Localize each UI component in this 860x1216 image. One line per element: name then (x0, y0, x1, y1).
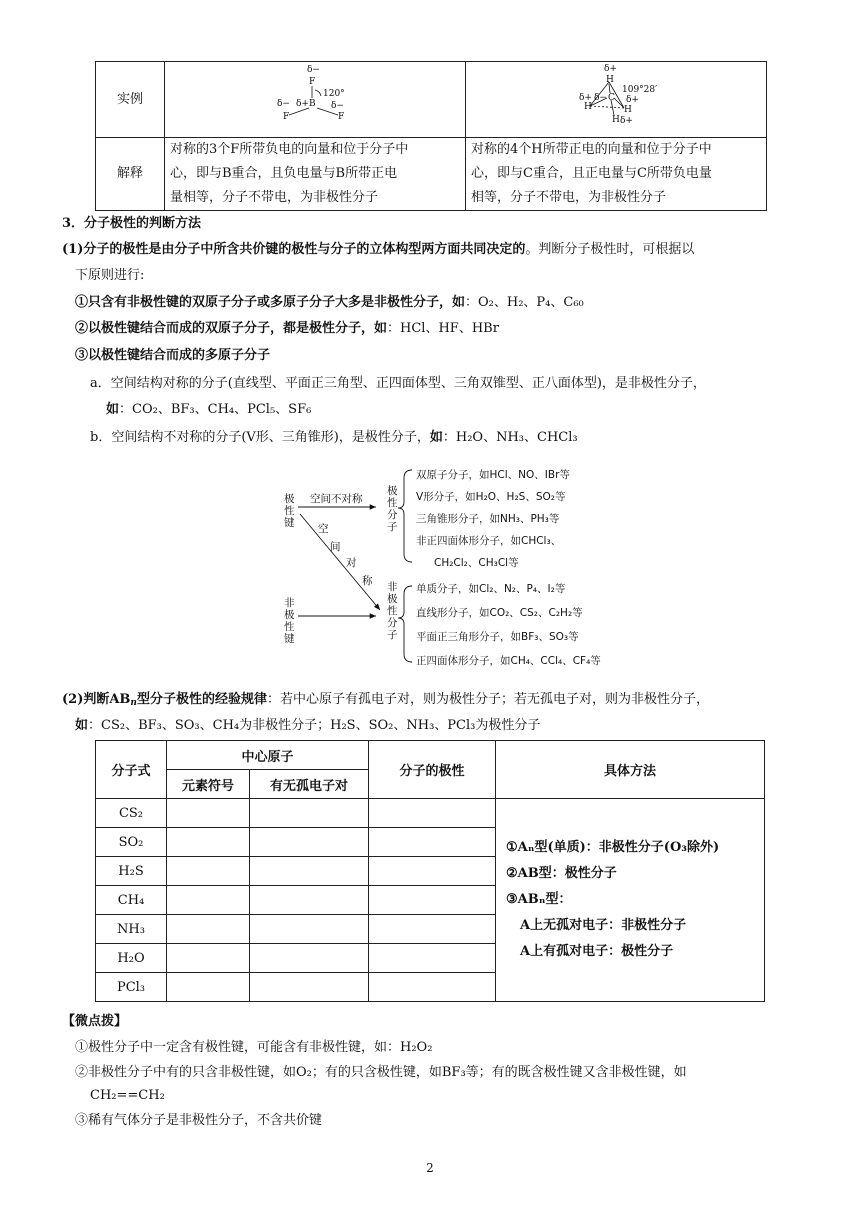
method-line: ②AB型：极性分子 (506, 866, 617, 881)
bf3-figure-cell (165, 62, 466, 138)
sym-char: 称 (362, 575, 373, 587)
formula-cell: H₂S (96, 857, 167, 886)
section-3-title: 3．分子极性的判断方法 (62, 216, 202, 231)
method-line: A上有孤对电子：极性分子 (520, 944, 674, 959)
formula-cell: CS₂ (96, 799, 167, 828)
row-label-example: 实例 (96, 62, 165, 138)
tip-2: ②非极性分子中有的只含非极性键，如O₂；有的只含极性键，如BF₃等；有的既含极性键又含非极性键，如 (75, 1065, 687, 1080)
method-line: ①Aₙ型(单质)：非极性分子(O₃除外) (506, 840, 720, 855)
symbol-cell[interactable] (167, 973, 250, 1002)
paragraph-2 (62, 690, 709, 710)
polarity-cell[interactable] (369, 973, 496, 1002)
nonpolar-item: 直线形分子，如CO₂、CS₂、C₂H₂等 (416, 607, 583, 619)
bf3-delta-top: δ− (307, 65, 320, 75)
rule-b-line (90, 428, 578, 448)
rule-b-bold: 如 (429, 430, 443, 445)
method-line: ③ABₙ型： (506, 892, 572, 907)
lone-pair-cell[interactable] (250, 944, 369, 973)
polar-item: 三角锥形分子，如NH₃、PH₃等 (416, 513, 560, 525)
ch4-delta-right: δ+ (626, 95, 639, 105)
polarity-cell[interactable] (369, 799, 496, 828)
paragraph-1-line-2: 下原则进行: (75, 268, 145, 283)
ch4-delta-top: δ+ (604, 64, 617, 74)
nonpolar-bond-char: 性 (284, 621, 295, 633)
bf3-delta-right: δ− (331, 101, 344, 111)
ch4-delta-minus: δ− (594, 93, 607, 103)
header-method: 具体方法 (496, 741, 765, 799)
bf3-f-right: F (338, 112, 345, 122)
lone-pair-cell[interactable] (250, 886, 369, 915)
tip-3: ③稀有气体分子是非极性分子，不含共价键 (75, 1113, 323, 1128)
bf3-f-top: F (309, 77, 316, 87)
rule-2 (75, 319, 499, 339)
header-element-symbol: 元素符号 (167, 770, 250, 799)
lone-pair-cell[interactable] (250, 973, 369, 1002)
paragraph-2-line-2 (75, 716, 540, 736)
ch4-h-bottom: H (612, 115, 620, 125)
tip-2-cont: CH₂==CH₂ (90, 1088, 165, 1103)
ch4-h-left: H (584, 102, 592, 112)
example-row (96, 62, 767, 138)
polar-bond-char: 性 (284, 505, 295, 517)
polar-mol-char: 性 (387, 497, 398, 509)
bf3-f-left: F (283, 112, 290, 122)
ch4-figure-cell (466, 62, 767, 138)
ch4-explain-line: 对称的4个H所带正电的向量和位于分子中 (471, 142, 712, 157)
ch4-delta-bottom: δ+ (620, 116, 633, 126)
rule-1 (75, 293, 584, 313)
paragraph-1-rest: 。判断分子极性时，可根据以 (525, 242, 695, 257)
method-line: A上无孤对电子：非极性分子 (520, 918, 687, 933)
bf3-structure-figure (165, 62, 465, 128)
polar-brace (398, 470, 412, 562)
rule-b-rest: ：H₂O、NH₃、CHCl₃ (442, 430, 578, 445)
table-row (96, 799, 765, 828)
lone-pair-cell[interactable] (250, 915, 369, 944)
polarity-cell[interactable] (369, 944, 496, 973)
header-lone-pair: 有无孤电子对 (250, 770, 369, 799)
ch4-angle: 109°28′ (622, 85, 658, 95)
lone-pair-cell[interactable] (250, 857, 369, 886)
rule-2-rest: ：HCl、HF、HBr (387, 321, 499, 336)
ch4-explain-line: 心，即与C重合，且正电量与C所带负电量 (471, 166, 712, 181)
ch4-delta-left: δ+ (579, 93, 592, 103)
example-table (95, 61, 767, 211)
method-cell (496, 799, 765, 1002)
formula-cell: NH₃ (96, 915, 167, 944)
header-polarity: 分子的极性 (369, 741, 496, 799)
sym-arrow (300, 514, 380, 610)
ch4-explain-cell (466, 138, 767, 211)
ch4-structure-figure (466, 62, 766, 128)
symbol-cell[interactable] (167, 799, 250, 828)
bf3-explain-cell (165, 138, 466, 211)
polar-item: V形分子，如H₂O、H₂S、SO₂等 (416, 491, 566, 503)
rule-1-rest: ：O₂、H₂、P₄、C₆₀ (465, 295, 584, 310)
bf3-explain-line: 心，即与B重合，且负电量与B所带正电 (170, 166, 398, 181)
bf3-delta-plus: δ+ (296, 99, 309, 109)
header-formula: 分子式 (96, 741, 167, 799)
ch4-h-right: H (624, 105, 632, 115)
lone-pair-cell[interactable] (250, 828, 369, 857)
bf3-explain-line: 量相等，分子不带电，为非极性分子 (170, 190, 379, 205)
symbol-cell[interactable] (167, 857, 250, 886)
asym-label: 空间不对称 (310, 493, 363, 505)
sym-char: 间 (330, 541, 341, 553)
polar-bond-char: 键 (284, 517, 295, 529)
ch4-explain-line: 相等，分子不带电，为非极性分子 (471, 190, 667, 205)
polar-mol-char: 分 (387, 509, 398, 521)
tips-title: 【微点拨】 (62, 1014, 128, 1029)
abn-table (95, 740, 765, 1002)
symbol-cell[interactable] (167, 886, 250, 915)
ch4-c: C (608, 93, 615, 103)
polarity-cell[interactable] (369, 828, 496, 857)
paragraph-2-rest: ：若中心原子有孤电子对，则为极性分子；若无孤电子对，则为非极性分子， (266, 692, 709, 707)
paragraph-2-bold-sub: n (130, 698, 137, 708)
sym-char: 空 (318, 523, 329, 535)
tip-1: ①极性分子中一定含有极性键，可能含有非极性键，如：H₂O₂ (75, 1040, 433, 1055)
rule-b-pre: b．空间结构不对称的分子(V形、三角锥形)，是极性分子， (90, 430, 430, 445)
nonpolar-mol-char: 极 (387, 593, 398, 605)
symbol-cell[interactable] (167, 828, 250, 857)
polar-item: 非正四面体形分子，如CHCl₃、 (416, 535, 562, 547)
paragraph-2-bold-2: 型分子极性的经验规律 (136, 692, 267, 707)
rule-a-line-1: a．空间结构对称的分子(直线型、平面正三角型、正四面体型、三角双锥型、正八面体型)，是非极性分子， (90, 376, 706, 391)
nonpolar-bond-char: 非 (284, 597, 295, 609)
nonpolar-mol-char: 非 (387, 581, 398, 593)
sym-char: 对 (346, 557, 357, 569)
header-center-atom: 中心原子 (167, 741, 369, 770)
formula-cell: CH₄ (96, 886, 167, 915)
polarity-diagram (270, 462, 630, 672)
nonpolar-item: 平面正三角形分子，如BF₃、SO₃等 (416, 631, 579, 643)
rule-a-rest: ：CO₂、BF₃、CH₄、PCl₅、SF₆ (119, 402, 312, 417)
polarity-cell[interactable] (369, 857, 496, 886)
formula-cell: H₂O (96, 944, 167, 973)
formula-cell: PCl₃ (96, 973, 167, 1002)
rule-3: ③以极性键结合而成的多原子分子 (75, 348, 271, 363)
polar-item: 双原子分子，如HCl、NO、IBr等 (416, 469, 570, 481)
rule-a-bold: 如 (106, 402, 120, 417)
paragraph-1-bold: (1)分子的极性是由分子中所含共价键的极性与分子的立体构型两方面共同决定的 (62, 242, 526, 257)
nonpolar-mol-char: 子 (387, 629, 398, 641)
polarity-cell[interactable] (369, 886, 496, 915)
paragraph-2-bold: (2)判断AB (62, 692, 131, 707)
symbol-cell[interactable] (167, 915, 250, 944)
explain-row (96, 138, 767, 211)
bf3-explain-line: 对称的3个F所带负电的向量和位于分子中 (170, 142, 409, 157)
nonpolar-item: 单质分子，如Cl₂、N₂、P₄、I₂等 (416, 583, 566, 595)
nonpolar-bond-char: 极 (284, 609, 295, 621)
lone-pair-cell[interactable] (250, 799, 369, 828)
row-label-explain: 解释 (96, 138, 165, 211)
ch4-h-top: H (606, 75, 614, 85)
bf3-b: B (309, 99, 316, 109)
nonpolar-mol-char: 性 (387, 605, 398, 617)
nonpolar-bond-char: 键 (284, 633, 295, 645)
rule-a-line-2 (106, 400, 311, 420)
polar-item: CH₂Cl₂、CH₃Cl等 (434, 557, 519, 569)
rule-2-bold: ②以极性键结合而成的双原子分子，都是极性分子，如 (75, 321, 388, 336)
polar-mol-char: 子 (387, 521, 398, 533)
formula-cell: SO₂ (96, 828, 167, 857)
bf3-angle: 120° (323, 89, 345, 99)
polar-mol-char: 极 (387, 485, 398, 497)
polarity-cell[interactable] (369, 915, 496, 944)
paragraph-2-line-2-bold: 如 (75, 718, 89, 733)
paragraph-2-line-2-rest: ：CS₂、BF₃、SO₃、CH₄为非极性分子；H₂S、SO₂、NH₃、PCl₃为极性分子 (88, 718, 541, 733)
paragraph-1 (62, 240, 694, 260)
rule-1-bold: ①只含有非极性键的双原子分子或多原子分子大多是非极性分子，如 (75, 295, 466, 310)
symbol-cell[interactable] (167, 944, 250, 973)
nonpolar-brace (398, 586, 412, 662)
page-number: 2 (426, 1161, 434, 1175)
polar-bond-char: 极 (284, 493, 295, 505)
abn-header-row (96, 741, 765, 770)
nonpolar-mol-char: 分 (387, 617, 398, 629)
bf3-delta-left: δ− (277, 99, 290, 109)
nonpolar-item: 正四面体形分子，如CH₄、CCl₄、CF₄等 (416, 655, 601, 667)
